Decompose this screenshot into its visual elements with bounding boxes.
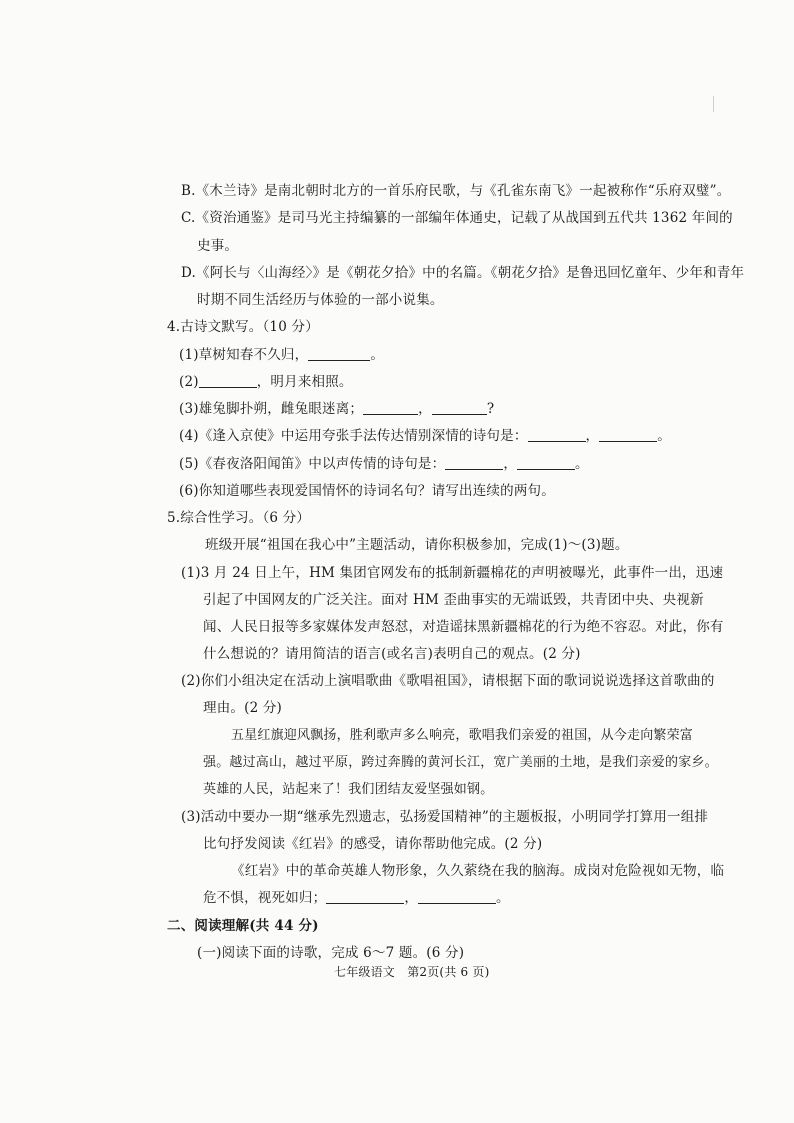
q5-part3-line1: (3)活动中要办一期“继承先烈遗志，弘扬爱国精神”的主题板报，小明同学打算用一组排 <box>181 809 709 825</box>
q5-part2-line2: 理由。(2 分) <box>203 700 283 716</box>
q4-item-5-text: (5)《春夜洛阳闻笛》中以声传情的诗句是： <box>179 456 446 472</box>
lyrics-line1: 五星红旗迎风飘扬，胜利歌声多么响亮，歌唱我们亲爱的祖国，从今走向繁荣富 <box>231 728 694 743</box>
lyrics-line2: 强。越过高山，越过平原，跨过奔腾的黄河长江，宽广美丽的土地，是我们亲爱的家乡。 <box>203 755 718 770</box>
q4-item-3-end: ? <box>486 401 495 417</box>
q4-item-4 <box>179 427 671 445</box>
q5-part3-end: 。 <box>496 890 510 906</box>
q5-part1-line4: 什么想说的？请用简洁的语言(或名言)表明自己的观点。(2 分) <box>203 646 581 662</box>
q4-item-3 <box>179 400 494 418</box>
answer-blank[interactable] <box>363 400 418 415</box>
q5-part3-text: 危不惧，视死如归； <box>203 890 327 906</box>
q3-option-c-line1: C.《资治通鉴》是司马光主持编纂的一部编年体通史，记载了从战国到五代共 1362 年间的 <box>181 210 733 226</box>
answer-blank[interactable] <box>418 889 496 904</box>
q5-part3-comma: ， <box>404 890 419 906</box>
scan-edge-mark <box>713 96 714 112</box>
answer-blank[interactable] <box>599 427 657 442</box>
answer-blank[interactable] <box>326 889 404 904</box>
answer-blank[interactable] <box>308 346 370 361</box>
q4-title: 4.古诗文默写。（10 分） <box>167 319 319 335</box>
q5-part3-line2: 比句抒发阅读《红岩》的感受，请你帮助他完成。(2 分) <box>203 836 543 852</box>
q4-item-3-comma: ， <box>418 401 432 417</box>
lyrics-line3: 英雄的人民，站起来了！我们团结友爱坚强如钢。 <box>203 782 494 797</box>
q4-item-2-text: ，明月来相照。 <box>256 374 353 390</box>
section2-subtitle: (一)阅读下面的诗歌，完成 6～7 题。(6 分) <box>197 945 465 961</box>
q4-item-6: (6)你知道哪些表现爱国情怀的诗词名句？请写出连续的两句。 <box>179 483 555 499</box>
q4-item-1-text: (1)草树知春不久归， <box>179 347 309 363</box>
answer-blank[interactable] <box>528 427 586 442</box>
q4-item-5 <box>179 455 589 473</box>
q5-title: 5.综合性学习。（6 分） <box>167 510 311 526</box>
q4-item-1-end: 。 <box>370 347 385 363</box>
answer-blank[interactable] <box>199 373 257 388</box>
q4-item-2 <box>179 373 353 391</box>
q5-part3-line4 <box>203 889 510 907</box>
q4-item-1 <box>179 346 384 364</box>
q5-part1-line1: (1)3 月 24 日上午，HM 集团官网发布的抵制新疆棉花的声明被曝光，此事件一出，迅速 <box>181 565 724 581</box>
q5-intro: 班级开展“祖国在我心中”主题活动，请你积极参加，完成(1)～(3)题。 <box>205 537 629 553</box>
section2-title: 二、阅读理解(共 44 分) <box>167 918 319 934</box>
answer-blank[interactable] <box>432 400 487 415</box>
q3-option-d-line1: D.《阿长与〈山海经〉》是《朝花夕拾》中的名篇。《朝花夕拾》是鲁迅回忆童年、少年和青年 <box>181 265 745 281</box>
page-footer: 七年级语文 第2页(共 6 页) <box>334 965 490 979</box>
q5-part2-line1: (2)你们小组决定在活动上演唱歌曲《歌唱祖国》，请根据下面的歌词说说选择这首歌曲的 <box>181 673 715 689</box>
answer-blank[interactable] <box>517 455 575 470</box>
q5-part1-line2: 引起了中国网友的广泛关注。面对 HM 歪曲事实的无端诋毁，共青团中央、央视新 <box>203 592 704 608</box>
q4-item-5-end: 。 <box>575 456 589 472</box>
q5-part1-line3: 闻、人民日报等多家媒体发声怒怼，对造谣抹黑新疆棉花的行为绝不容忍。对此，你有 <box>203 619 724 635</box>
q3-option-b: B.《木兰诗》是南北朝时北方的一首乐府民歌，与《孔雀东南飞》一起被称作“乐府双璧”。 <box>181 183 731 199</box>
q4-item-4-comma: ， <box>585 428 600 444</box>
q3-option-c-line2: 史事。 <box>197 238 239 254</box>
q4-item-4-text: (4)《逢入京使》中运用夸张手法传达情别深情的诗句是： <box>179 428 528 444</box>
answer-blank[interactable] <box>445 455 503 470</box>
q4-item-2-num: (2) <box>179 374 199 390</box>
q4-item-3-text: (3)雄兔脚扑朔，雌兔眼迷离； <box>179 401 364 417</box>
q4-item-4-end: 。 <box>657 428 671 444</box>
q3-option-d-line2: 时期不同生活经历与体验的一部小说集。 <box>197 292 444 308</box>
q4-item-5-comma: ， <box>503 456 518 472</box>
q5-part3-line3: 《红岩》中的革命英雄人物形象，久久萦绕在我的脑海。成岗对危险视如无物，临 <box>231 863 725 879</box>
